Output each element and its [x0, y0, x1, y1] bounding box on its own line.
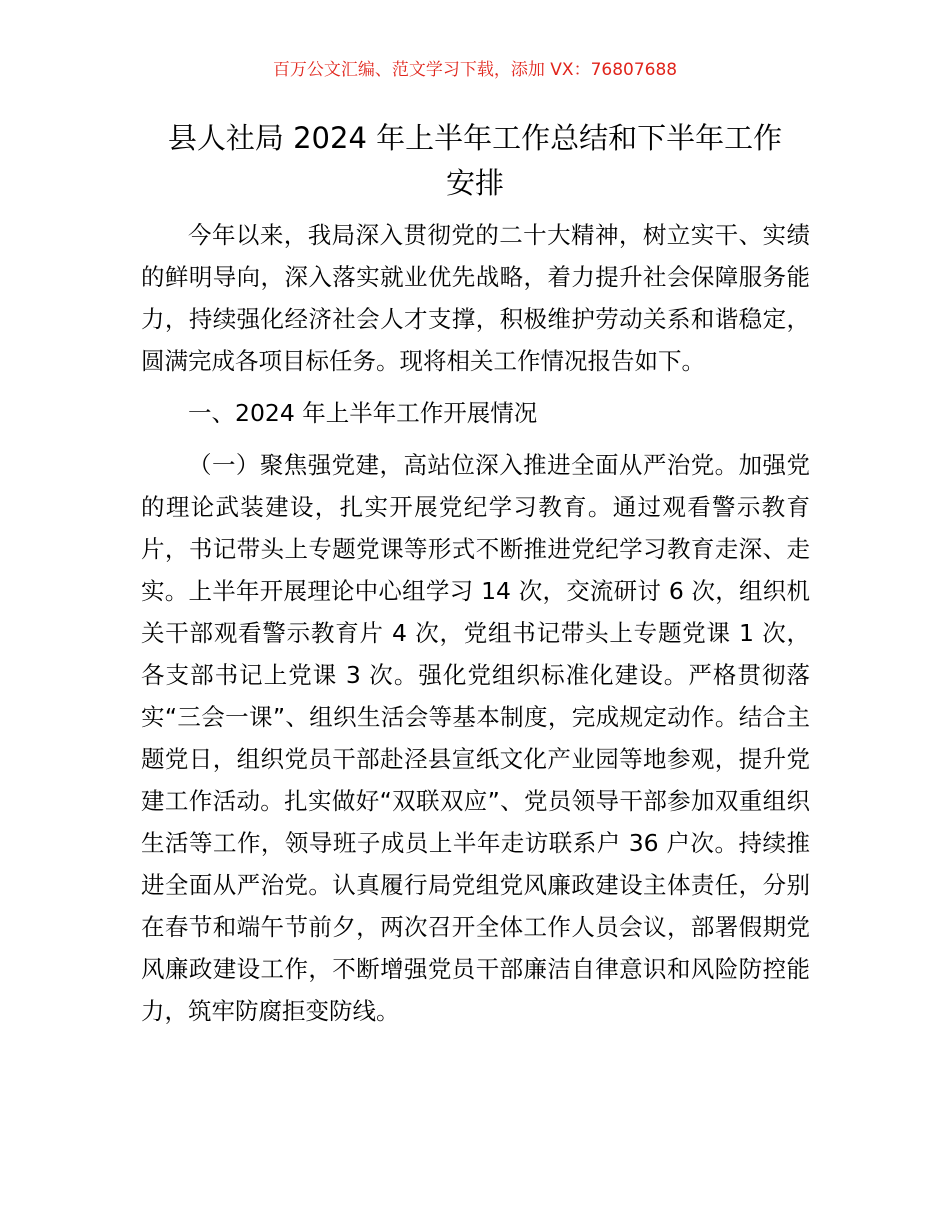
intro-paragraph: 今年以来，我局深入贯彻党的二十大精神，树立实干、实绩的鲜明导向，深入落实就业优先战略，着力提升社会保障服务能力，持续强化经济社会人才支撑，积极维护劳动关系和谐稳定，圆满完成各项目标任务。现将相关工作情况报告如下。: [141, 221, 810, 375]
document-title: [120, 116, 830, 206]
document-body: [141, 214, 810, 1032]
section-1-1-paragraph: （一）聚焦强党建，高站位深入推进全面从严治党。加强党的理论武装建设，扎实开展党纪学习教育。通过观看警示教育片，书记带头上专题党课等形式不断推进党纪学习教育走深、走实。上半年开展理论中心组学习 14 次，交流研讨 6 次，组织机关干部观看警示教育片 4 次，党组书记带头上专题党课 1 次，各支部书记上党课 3 次。强化党组织标准化建设。严格贯彻落实“三会一课”、组织生活会等基本制度，完成规定动作。结合主题党日，组织党员干部赴泾县宣纸文化产业园等地参观，提升党建工作活动。扎实做好“双联双应”、党员领导干部参加双重组织生活等工作，领导班子成员上半年走访联系户 36 户次。持续推进全面从严治党。认真履行局党组党风廉政建设主体责任，分别在春节和端午节前夕，两次召开全体工作人员会议，部署假期党风廉政建设工作，不断增强党员干部廉洁自律意识和风险防控能力，筑牢防腐拒变防线。: [141, 451, 810, 1025]
section-1-heading: 一、2024 年上半年工作开展情况: [188, 399, 538, 427]
watermark-header: 百万公文汇编、范文学习下载，添加 VX：76807688: [272, 60, 678, 80]
document-title-line-1: 县人社局 2024 年上半年工作总结和下半年工作: [167, 121, 783, 155]
document-title-line-2: 安排: [445, 166, 504, 200]
